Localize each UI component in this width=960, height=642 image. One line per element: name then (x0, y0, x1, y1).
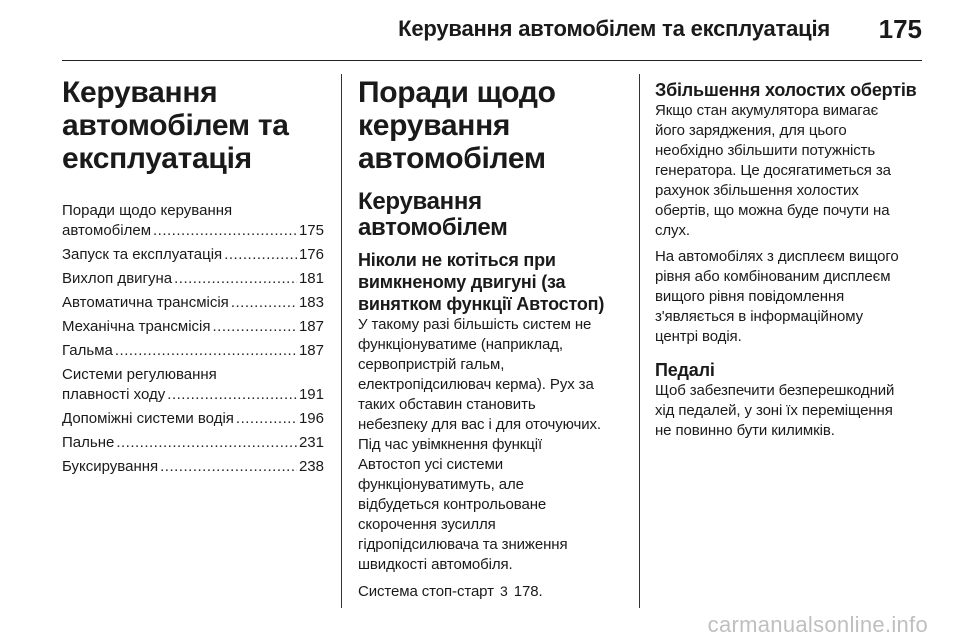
toc-entry-title-line: Системи регулювання (62, 366, 217, 383)
cross-reference[interactable]: Система стоп-старт 3 178. (358, 583, 543, 600)
watermark: carmanualsonline.info (707, 612, 928, 637)
toc-entry-title: Пальне (62, 434, 115, 451)
idle-speed-heading: Збільшення холостих обертів (655, 80, 917, 100)
toc-entry-page: 187 (298, 342, 324, 359)
column-divider (639, 74, 640, 608)
toc-leader-dots (160, 457, 297, 477)
body-paragraph: У такому разі більшість систем не функціонуватиме (наприклад, сервопристрій гальм, електропідсилювач керма). Рух за таких обставин становить небезпеку для вас і для оточуючих. Під час увімкнення функції Автостоп усі системи функціонуватимуть, але відбудеться контрольоване скорочення зусилля гідропідсилювача та зниження швидкості автомобіля. (358, 316, 601, 573)
toc-leader-dots (174, 269, 297, 289)
toc-entry-page: 183 (298, 294, 324, 311)
toc-leader-dots (167, 385, 297, 405)
toc-entry-title: автомобілем (62, 222, 152, 239)
body-paragraph: Якщо стан акумулятора вимагає його заряджения, для цього необхідно збільшити потужність генератора. Це досягатиметься за рахунок збільшення холостих обертів, що можна буде почути на слух. (655, 102, 891, 239)
toc-leader-dots (236, 409, 297, 429)
toc-leader-dots (116, 433, 297, 453)
warning-heading: Ніколи не котіться при вимкненому двигуні (за винятком функції Автостоп) (358, 250, 605, 314)
body-paragraph: Щоб забезпечити безперешкодний хід педалей, у зоні їх переміщення не повинно бути килимків. (655, 382, 895, 439)
toc-entry[interactable] (62, 365, 324, 405)
header-divider (62, 60, 922, 61)
page-number: 175 (878, 14, 922, 44)
chapter-title: Керування автомобілем та експлуатація (62, 76, 289, 175)
column-divider (341, 74, 342, 608)
toc-leader-dots (231, 293, 297, 313)
toc-leader-dots (153, 221, 297, 241)
table-of-contents (62, 201, 324, 477)
arrow-reference-icon: 3 (499, 583, 508, 599)
toc-entry-page: 191 (298, 386, 324, 403)
toc-entry-page: 238 (298, 458, 324, 475)
toc-entry-page: 231 (298, 434, 324, 451)
toc-entry-page: 175 (298, 222, 324, 239)
toc-leader-dots (213, 317, 297, 337)
toc-entry-title: Гальма (62, 342, 113, 359)
toc-entry-title: Допоміжні системи водія (62, 410, 234, 427)
toc-entry-title: Вихлоп двигуна (62, 270, 173, 287)
toc-entry[interactable] (62, 433, 324, 453)
toc-entry[interactable] (62, 457, 324, 477)
toc-entry-title: Автоматична трансмісія (62, 294, 229, 311)
toc-entry[interactable] (62, 201, 324, 241)
toc-entry-title-line: Поради щодо керування (62, 202, 233, 219)
toc-entry[interactable] (62, 317, 324, 337)
left-column (62, 76, 324, 481)
toc-entry[interactable] (62, 341, 324, 361)
toc-entry-title: Запуск та експлуатація (62, 246, 223, 263)
toc-entry-title: Буксирування (62, 458, 159, 475)
toc-entry-title: плавності ходу (62, 386, 166, 403)
toc-leader-dots (115, 341, 297, 361)
pedals-heading: Педалі (655, 360, 715, 380)
subsection-title: Керування автомобілем (358, 188, 508, 241)
reference-page: 178. (513, 583, 543, 600)
toc-entry[interactable] (62, 245, 324, 265)
toc-entry-page: 181 (298, 270, 324, 287)
toc-entry-title: Механічна трансмісія (62, 318, 211, 335)
section-title: Поради щодо керування автомобілем (358, 76, 556, 175)
running-header-title: Керування автомобілем та експлуатація (398, 16, 830, 41)
toc-entry[interactable] (62, 293, 324, 313)
toc-entry-page: 176 (298, 246, 324, 263)
right-column (655, 76, 923, 447)
toc-entry-page: 187 (298, 318, 324, 335)
body-paragraph: На автомобілях з дисплеєм вищого рівня або комбінованим дисплеєм вищого рівня повідомлення з'являється в інформаційному центрі водія. (655, 248, 899, 345)
toc-entry-page: 196 (298, 410, 324, 427)
toc-entry[interactable] (62, 409, 324, 429)
toc-leader-dots (224, 245, 297, 265)
toc-entry[interactable] (62, 269, 324, 289)
middle-column (358, 76, 626, 608)
